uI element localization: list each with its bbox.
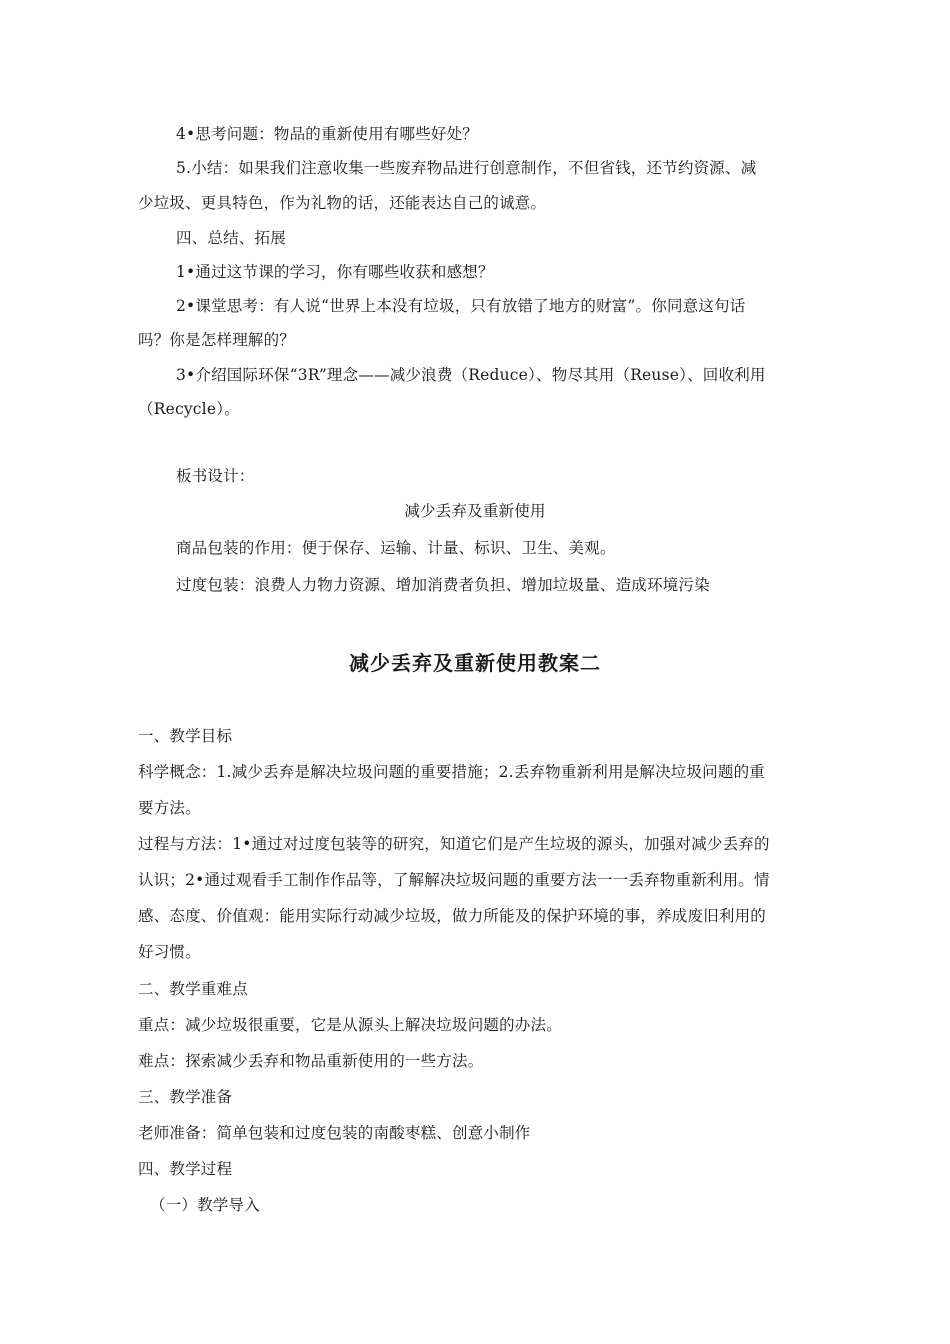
section-four-heading: 四、总结、拓展 — [176, 229, 286, 247]
section-four-item2-line2: 吗？你是怎样理解的？ — [138, 331, 296, 349]
science-concept-line1: 科学概念：1.减少丢弃是解决垃圾问题的重要措施；2.丢弃物重新利用是解决垃圾问题的重 — [138, 763, 765, 781]
board-design-label: 板书设计： — [176, 467, 255, 485]
intro-subheading: （一）教学导入 — [150, 1196, 260, 1214]
process-method-line2: 认识；2•通过观看手工制作作品等，了解解决垃圾问题的重要方法一一丢弃物重新利用。情 — [138, 871, 770, 889]
difficult-point: 难点：探索减少丢弃和物品重新使用的一些方法。 — [138, 1052, 484, 1070]
section-four-item1: 1•通过这节课的学习，你有哪些收获和感想？ — [176, 263, 494, 281]
section-four-item2-line1: 2•课堂思考：有人说“世界上本没有垃圾，只有放错了地方的财富”。你同意这句话 — [176, 297, 746, 315]
science-concept-line2: 要方法。 — [138, 799, 201, 817]
teacher-preparation: 老师准备：简单包装和过度包装的南酸枣糕、创意小制作 — [138, 1124, 531, 1142]
process-method-line1: 过程与方法：1•通过对过度包装等的研究，知道它们是产生垃圾的源头，加强对减少丢弃的 — [138, 835, 770, 853]
process-method-line4: 好习惯。 — [138, 943, 201, 961]
paragraph-summary-line2: 少垃圾、更具特色，作为礼物的话，还能表达自己的诚意。 — [138, 194, 547, 212]
key-point: 重点：减少垃圾很重要，它是从源头上解决垃圾问题的办法。 — [138, 1016, 562, 1034]
section-four-item3-line2: （Recycle）。 — [138, 400, 240, 418]
board-design-line1: 商品包装的作用：便于保存、运输、计量、标识、卫生、美观。 — [176, 539, 616, 557]
board-design-title: 减少丢弃及重新使用 — [404, 502, 546, 520]
process-method-line3: 感、态度、价值观：能用实际行动减少垃圾，做力所能及的保护环境的事，养成废旧利用的 — [138, 907, 767, 925]
section-four-item3-line1: 3•介绍国际环保“3R”理念——减少浪费（Reduce）、物尽其用（Reuse）、回收利用 — [176, 366, 766, 384]
paragraph-summary-line1: 5.小结：如果我们注意收集一些废弃物品进行创意制作，不但省钱，还节约资源、减 — [176, 159, 757, 177]
goals-heading: 一、教学目标 — [138, 727, 233, 745]
plan-two-title: 减少丢弃及重新使用教案二 — [349, 651, 601, 675]
key-difficult-heading: 二、教学重难点 — [138, 980, 248, 998]
preparation-heading: 三、教学准备 — [138, 1088, 233, 1106]
process-heading: 四、教学过程 — [138, 1160, 233, 1178]
paragraph-think-question: 4•思考问题：物品的重新使用有哪些好处？ — [176, 125, 479, 143]
board-design-line2: 过度包装：浪费人力物力资源、增加消费者负担、增加垃圾量、造成环境污染 — [176, 576, 710, 594]
